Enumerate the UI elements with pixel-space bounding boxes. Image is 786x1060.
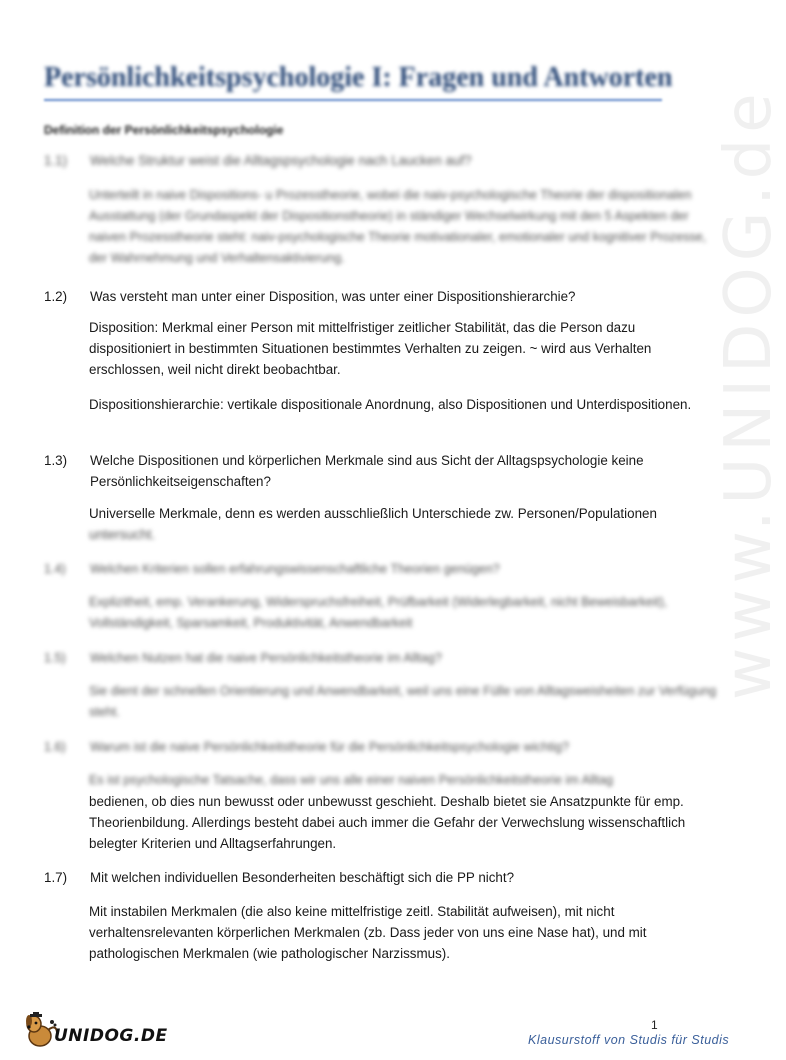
answer-1-2-hierarchy: Dispositionshierarchie: vertikale dispositionale Anordnung, also Dispositionen und Unterdispositionen. [89,397,692,412]
question-text: Mit welchen individuellen Besonderheiten beschäftigt sich die PP nicht? [90,870,515,885]
question-text: Was versteht man unter einer Disposition, was unter einer Dispositionshierarchie? [90,289,576,304]
question-number: 1.4) [44,562,66,576]
answer-1-1: Unterteilt in naive Dispositions- u Prozesstheorie, wobei die naiv-psychologische Theorie der dispositionalen Ausstattung (der Grundaspekt der Dispositionstheorie) in ständiger Wechselwirkung mit den 5 Aspekten der naiven Prozesstheorie steht: naiv-psychologische Theorie motivationaler, emotionaler und kognitiver Prozesse, der Wahrnehmung und Verhaltensaktivierung. [89,188,707,265]
question-number: 1.7) [44,870,68,885]
question-number: 1.1) [44,153,68,168]
page-title: Persönlichkeitspsychologie I: Fragen und Antworten [44,62,673,93]
unidog-logo [24,1012,168,1048]
question-text: Welche Dispositionen und körperlichen Merkmale sind aus Sicht der Alltagspsychologie keine Persönlichkeitseigenschaften? [90,453,644,489]
dog-mascot-icon [24,1012,58,1048]
question-number: 1.3) [44,453,68,468]
question-number: 1.5) [44,651,66,665]
answer-1-2-disposition: Disposition: Merkmal einer Person mit mittelfristiger zeitlicher Stabilität, das die Person dazu dispositioniert in bestimmten Situationen bestimmtes Verhalten zu zeigen. ~ wird aus Verhalten erschlossen, weil nicht direkt beobachtbar. [89,320,652,377]
question-number: 1.2) [44,289,68,304]
question-text: Welchen Kriterien sollen erfahrungswissenschaftliche Theorien genügen? [90,562,500,576]
title-underline [44,99,662,101]
question-text: Welchen Nutzen hat die naive Persönlichkeitstheorie im Alltag? [90,651,442,665]
footer-tagline: Klausurstoff von Studis für Studis [528,1033,730,1047]
question-text: Welche Struktur weist die Alltagspsychologie nach Laucken auf? [90,153,472,168]
answer-1-3-line1: Universelle Merkmale, denn es werden ausschließlich Unterschiede zw. Personen/Populationen [89,506,657,521]
section-heading: Definition der Persönlichkeitspsychologie [44,123,284,137]
question-number: 1.6) [44,740,66,754]
answer-1-3-line2: untersucht. [89,527,156,542]
answer-1-6-line1: Es ist psychologische Tatsache, dass wir uns alle einer naiven Persönlichkeitstheorie im Alltag [89,773,614,787]
page-number: 1 [651,1018,658,1032]
answer-1-4: Explizitheit, emp. Verankerung, Widerspruchsfreiheit, Prüfbarkeit (Widerlegbarkeit, nicht Beweisbarkeit), Vollständigkeit, Sparsamkeit, Produktivität, Anwendbarkeit [89,595,668,630]
question-text: Warum ist die naive Persönlichkeitstheorie für die Persönlichkeitspsychologie wichtig? [90,740,570,754]
answer-1-7: Mit instabilen Merkmalen (die also keine mittelfristige zeitl. Stabilität aufweisen), mit nicht verhaltensrelevanten körperlichen Merkmalen (zb. Dass jeder von uns eine Nase hat), und mit pathologischen Merkmalen (wie pathologischer Narzissmus). [89,904,647,961]
watermark: www.UNIDOG.de [712,87,786,700]
answer-1-5: Sie dient der schnellen Orientierung und Anwendbarkeit, weil uns eine Fülle von Alltagsweisheiten zur Verfügung steht. [89,684,717,719]
answer-1-6-rest: bedienen, ob dies nun bewusst oder unbewusst geschieht. Deshalb bietet sie Ansatzpunkte für emp. Theorienbildung. Allerdings besteht dabei auch immer die Gefahr der Verwechslung wissenschaftlich belegter Kriterien und Alltagserfahrungen. [89,794,686,851]
logo-text: UNIDOG.DE [54,1026,168,1046]
